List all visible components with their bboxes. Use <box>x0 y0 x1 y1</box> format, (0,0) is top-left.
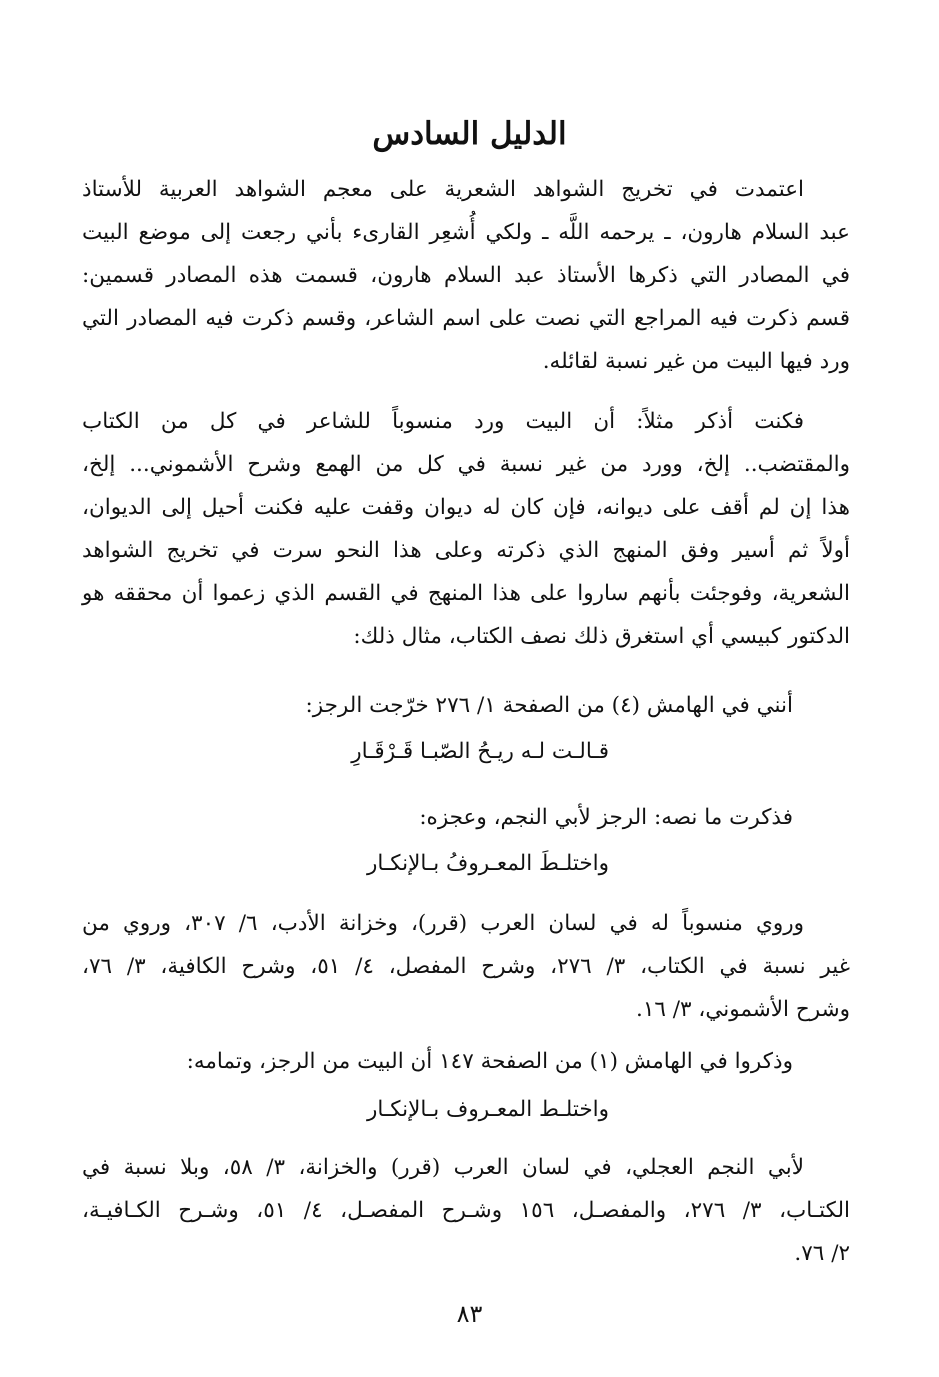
paragraph-line: الدكتور كبيسي أي استغرق ذلك نصف الكتاب، مثال ذلك: <box>353 624 850 649</box>
verse-line: واختلـطَ المعـروفُ بـالإنكـار <box>367 851 609 876</box>
paragraph-line: وروي منسوباً له في لسان العرب (قرر)، وخزانة الأدب، ٦/ ٣٠٧، وروي من <box>82 911 805 936</box>
page-number: ٨٣ <box>456 1300 483 1328</box>
paragraph-3 <box>82 902 850 1031</box>
paragraph-line: ٢/ ٧٦. <box>794 1241 850 1266</box>
paragraph-line: والمقتضب.. إلخ، وورد من غير نسبة في كل من الهمع وشرح الأشموني... إلخ، <box>82 452 850 477</box>
example-intro: وذكروا في الهامش (١) من الصفحة ١٤٧ أن البيت من الرجز، وتمامه: <box>186 1049 793 1074</box>
paragraph-line: فكنت أذكر مثلاً: أن البيت ورد منسوباً للشاعر في كل من الكتاب <box>82 409 804 434</box>
paragraph-line: قسم ذكرت فيه المراجع التي نصت على اسم الشاعر، وقسم ذكرت فيه المصادر التي <box>82 306 850 331</box>
paragraph-line: لأبي النجم العجلي، في لسان العرب (قرر) والخزانة، ٣/ ٥٨، وبلا نسبة في <box>82 1155 805 1180</box>
paragraph-line: أولاً ثم أسير وفق المنهج الذي ذكرته وعلى هذا النحو سرت في تخريج الشواهد <box>82 538 850 563</box>
verse-line: قـالـت لـه ريـحُ الصّبـا قَـرْقَـارِ <box>351 739 609 764</box>
paragraph-line: اعتمدت في تخريج الشواهد الشعرية على معجم الشواهد العربية للأستاذ <box>82 177 804 202</box>
paragraph-line: ورد فيها البيت من غير نسبة لقائله. <box>542 349 850 374</box>
paragraph-line: الشعرية، وفوجئت بأنهم ساروا على هذا المنهج في القسم الذي زعموا أن محققه هو <box>82 581 850 606</box>
paragraph-line: عبد السلام هارون، ـ يرحمه اللَّه ـ ولكي أُشعِر القارىء بأني رجعت إلى موضع البيت <box>82 220 850 245</box>
example-note: فذكرت ما نصه: الرجز لأبي النجم، وعجزه: <box>419 805 793 830</box>
paragraph-1 <box>82 168 850 383</box>
paragraph-4 <box>82 1146 850 1275</box>
example-intro: أنني في الهامش (٤) من الصفحة ١/ ٢٧٦ خرّجت الرجز: <box>305 693 793 718</box>
paragraph-line: وشرح الأشموني، ٣/ ١٦. <box>635 997 850 1022</box>
verse-line: واختلـط المعـروف بـالإنكـار <box>367 1097 609 1122</box>
paragraph-line: الكتـاب، ٣/ ٢٧٦، والمفصـل، ١٥٦ وشـرح المفصـل، ٤/ ٥١، وشـرح الكـافيـة، <box>82 1198 851 1223</box>
paragraph-line: في المصادر التي ذكرها الأستاذ عبد السلام هارون، قسمت هذه المصادر قسمين: <box>82 263 850 288</box>
page-title: الدليل السادس <box>372 116 567 152</box>
paragraph-line: غير نسبة في الكتاب، ٣/ ٢٧٦، وشرح المفصل، ٤/ ٥١، وشرح الكافية، ٣/ ٧٦، <box>82 954 851 979</box>
paragraph-2 <box>82 400 850 658</box>
paragraph-line: هذا إن لم أقف على ديوانه، فإن كان له ديوان وقفت عليه فكنت أحيل إلى الديوان، <box>82 495 850 520</box>
